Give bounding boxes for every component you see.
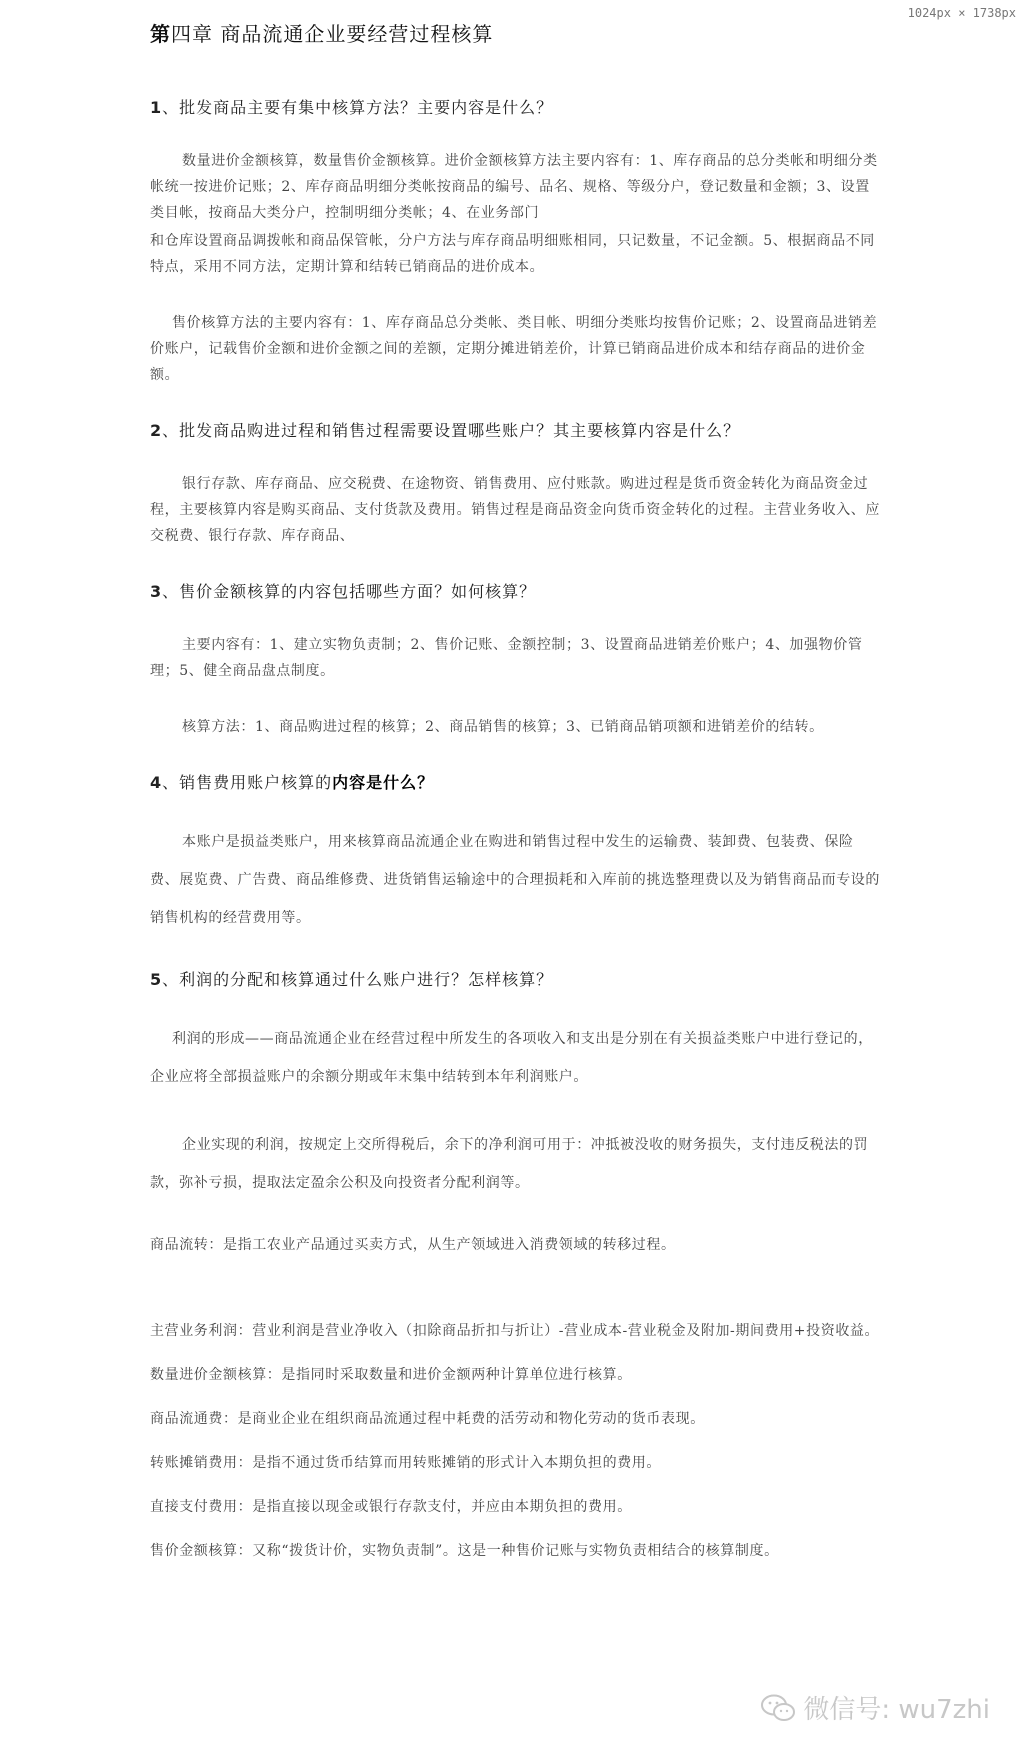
question-text: 、销售费用账户核算的 (162, 773, 333, 792)
answer-paragraph: 核算方法：1、商品购进过程的核算；2、商品销售的核算；3、已销商品销项额和进销差价的结转。 (182, 719, 824, 735)
question-number: 3 (150, 582, 163, 601)
definition-paragraph: 售价金额核算：又称“拨货计价，实物负责制”。这是一种售价记账与实物负责相结合的核算制度。 (150, 1543, 779, 1559)
question-text: 、批发商品购进过程和销售过程需要设置哪些账户？其主要核算内容是什么？ (162, 421, 741, 440)
image-dimension-label: 1024px × 1738px (907, 6, 1016, 20)
chapter-title-first-char: 第 (150, 22, 171, 46)
question-text: 、利润的分配和核算通过什么账户进行？怎样核算？ (162, 970, 554, 989)
question-heading-1 (150, 95, 880, 118)
answer-paragraph: 利润的形成——商品流通企业在经营过程中所发生的各项收入和支出是分别在有关损益类账户中进行登记的，企业应将全部损益账户的余额分期或年末集中结转到本年利润账户。 (150, 1031, 873, 1085)
chapter-title-rest: 四章 商品流通企业要经营过程核算 (171, 22, 494, 46)
definition-paragraph: 数量进价金额核算：是指同时采取数量和进价金额两种计算单位进行核算。 (150, 1367, 632, 1383)
question-heading-3 (150, 579, 880, 602)
definition-paragraph: 转账摊销费用：是指不通过货币结算而用转账摊销的形式计入本期负担的费用。 (150, 1455, 661, 1471)
question-heading-2 (150, 418, 880, 441)
question-number: 5 (150, 970, 163, 989)
chapter-title (150, 18, 880, 47)
question-heading-4 (150, 770, 880, 793)
wechat-icon (761, 1694, 795, 1722)
answer-paragraph: 和仓库设置商品调拨帐和商品保管帐，分户方法与库存商品明细账相同，只记数量，不记金额。5、根据商品不同特点，采用不同方法，定期计算和结转已销商品的进价成本。 (150, 233, 875, 275)
question-heading-5 (150, 967, 880, 990)
question-number: 2 (150, 421, 163, 440)
answer-paragraph: 数量进价金额核算，数量售价金额核算。进价金额核算方法主要内容有：1、库存商品的总分类帐和明细分类帐统一按进价记账；2、库存商品明细分类帐按商品的编号、品名、规格、等级分户，登记数量和金额；3、设置类目帐，按商品大类分户，控制明细分类帐；4、在业务部门 (150, 153, 878, 221)
definition-paragraph: 商品流通费：是商业企业在组织商品流通过程中耗费的活劳动和物化劳动的货币表现。 (150, 1411, 705, 1427)
definition-paragraph: 直接支付费用：是指直接以现金或银行存款支付，并应由本期负担的费用。 (150, 1499, 632, 1515)
watermark-text: 微信号: wu7zhi (803, 1695, 990, 1725)
definition-paragraph: 主营业务利润：营业利润是营业净收入（扣除商品折扣与折让）-营业成本-营业税金及附加-期间费用+投资收益。 (150, 1323, 880, 1339)
question-text: 、售价金额核算的内容包括哪些方面？如何核算？ (162, 582, 537, 601)
question-number: 1 (150, 98, 163, 117)
question-text-bold: 内容是什么？ (332, 773, 435, 792)
question-text: 、批发商品主要有集中核算方法？主要内容是什么？ (162, 98, 554, 117)
answer-paragraph: 本账户是损益类账户，用来核算商品流通企业在购进和销售过程中发生的运输费、装卸费、包装费、保险费、展览费、广告费、商品维修费、进货销售运输途中的合理损耗和入库前的挑选整理费以及为销售商品而专设的销售机构的经营费用等。 (150, 834, 880, 926)
answer-paragraph: 银行存款、库存商品、应交税费、在途物资、销售费用、应付账款。购进过程是货币资金转化为商品资金过程，主要核算内容是购买商品、支付货款及费用。销售过程是商品资金向货币资金转化的过程。主营业务收入、应交税费、银行存款、库存商品、 (150, 476, 880, 544)
document-page (150, 18, 880, 1582)
answer-paragraph: 主要内容有：1、建立实物负责制；2、售价记账、金额控制；3、设置商品进销差价账户；4、加强物价管理；5、健全商品盘点制度。 (150, 637, 863, 679)
answer-paragraph: 售价核算方法的主要内容有：1、库存商品总分类帐、类目帐、明细分类账均按售价记账；2、设置商品进销差价账户，记载售价金额和进价金额之间的差额，定期分摊进销差价，计算已销商品进价成本和结存商品的进价金额。 (150, 315, 878, 383)
question-number: 4 (150, 773, 163, 792)
wechat-watermark (761, 1689, 990, 1726)
definition-paragraph: 商品流转：是指工农业产品通过买卖方式，从生产领域进入消费领域的转移过程。 (150, 1237, 676, 1253)
answer-paragraph: 企业实现的利润，按规定上交所得税后，余下的净利润可用于：冲抵被没收的财务损失，支付违反税法的罚款，弥补亏损，提取法定盈余公积及向投资者分配利润等。 (150, 1137, 869, 1191)
